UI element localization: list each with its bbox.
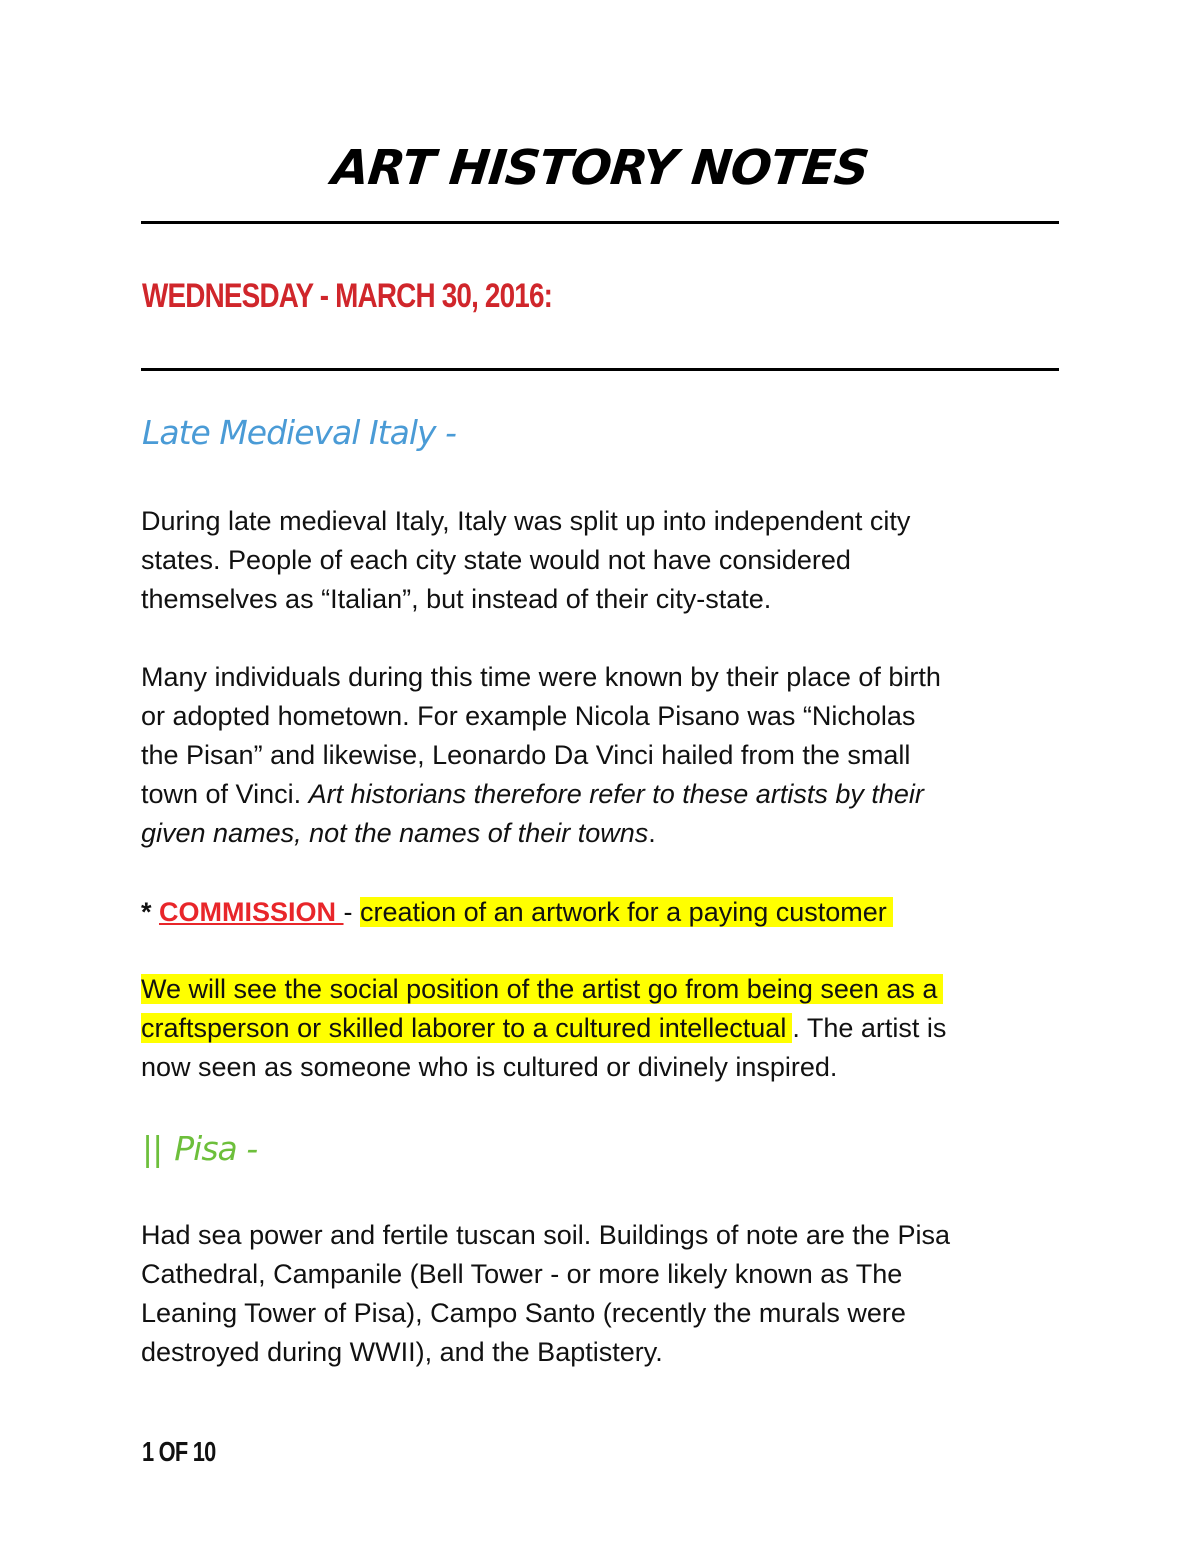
date-divider <box>141 368 1059 371</box>
text-line: During late medieval Italy, Italy was split up into independent city <box>141 506 911 536</box>
text-line <box>141 1009 1061 1048</box>
highlighted-text: We will see the social position of the artist go from being seen as a <box>141 974 943 1004</box>
bullet-star: * <box>141 897 160 927</box>
definition-dash: - <box>343 897 361 927</box>
text-line: the Pisan” and likewise, Leonardo Da Vinci hailed from the small <box>141 740 911 770</box>
paragraph-city-states <box>141 502 1061 619</box>
text-line: destroyed during WWII), and the Baptistery. <box>141 1337 663 1367</box>
paragraph-pisa <box>141 1216 1061 1372</box>
highlighted-text: craftsperson or skilled laborer to a cultured intellectual <box>141 1013 792 1043</box>
commission-definition <box>141 893 1061 932</box>
text-line: Had sea power and fertile tuscan soil. Buildings of note are the Pisa <box>141 1220 950 1250</box>
text-line <box>141 775 1061 814</box>
section-heading-pisa <box>142 1129 257 1168</box>
page-title: ART HISTORY NOTES <box>329 140 871 196</box>
highlighted-definition: creation of an artwork for a paying customer <box>360 897 893 927</box>
title-divider <box>141 221 1059 224</box>
text-line: themselves as “Italian”, but instead of their city-state. <box>141 584 772 614</box>
paragraph-names <box>141 658 1061 853</box>
text-line: Cathedral, Campanile (Bell Tower - or more likely known as The <box>141 1259 903 1289</box>
section-heading-late-medieval-italy: Late Medieval Italy - <box>142 413 456 452</box>
page-number: 1 OF 10 <box>142 1436 216 1467</box>
text-line: or adopted hometown. For example Nicola Pisano was “Nicholas <box>141 701 916 731</box>
text-line <box>141 893 1061 932</box>
text-line: Many individuals during this time were known by their place of birth <box>141 662 941 692</box>
text-line <box>141 970 1061 1009</box>
text-line: now seen as someone who is cultured or divinely inspired. <box>141 1052 838 1082</box>
term-commission: COMMISSION <box>159 897 344 927</box>
text-segment: . The artist is <box>792 1013 947 1043</box>
section-heading-label: Pisa - <box>174 1129 258 1168</box>
text-segment: town of Vinci. <box>141 779 309 809</box>
section-bars: || <box>142 1129 163 1168</box>
text-line <box>141 814 1061 853</box>
paragraph-social-position <box>141 970 1061 1087</box>
italic-text: given names, not the names of their towns <box>141 818 649 848</box>
text-line: states. People of each city state would not have considered <box>141 545 851 575</box>
text-line: Leaning Tower of Pisa), Campo Santo (recently the murals were <box>141 1298 906 1328</box>
italic-text: Art historians therefore refer to these artists by their <box>308 779 924 809</box>
date-heading: WEDNESDAY - MARCH 30, 2016: <box>142 277 553 315</box>
text-segment: . <box>648 818 656 848</box>
